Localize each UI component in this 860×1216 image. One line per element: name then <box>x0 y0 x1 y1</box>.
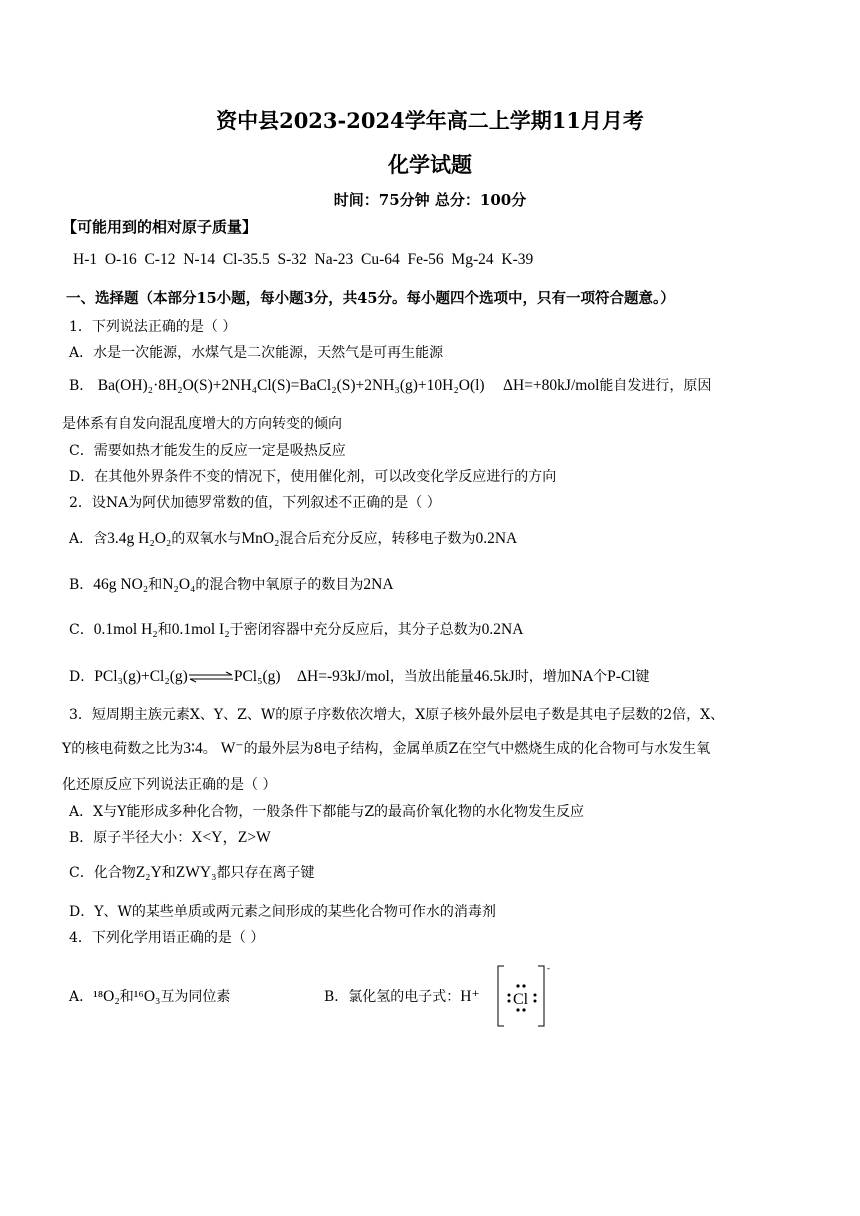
charge-symbol: - <box>547 963 550 973</box>
q2-option-d-text1: ，当放出能量 <box>389 669 474 685</box>
q1-option-a: A．水是一次能源，水煤气是二次能源，天然气是可再生能源 <box>69 345 444 361</box>
q4-option-a-formula2: ¹⁶O₃ <box>133 988 161 1005</box>
q3-option-a: A．X与Y能形成多种化合物，一般条件下都能与Z的最高价氧化物的水化物发生反应 <box>69 804 585 820</box>
q3-option-b-value: X<Y，Z>W <box>191 829 271 846</box>
question-3-line2 <box>62 740 710 758</box>
q2-option-a-text1: 的双氧水与 <box>171 531 242 547</box>
q2-option-a <box>69 530 517 548</box>
q2-option-b <box>69 576 394 594</box>
q2-option-d-product: PCl₅(g) <box>233 668 281 685</box>
q3-ratio: 3∶4 <box>183 740 203 757</box>
q4-option-a <box>69 988 230 1006</box>
q3-line2-period: 。 <box>202 741 217 757</box>
q3-w-ion: W⁻ <box>220 740 244 757</box>
atomic-mass-heading: 【可能用到的相对原子质量】 <box>62 218 258 236</box>
q2-option-b-formula1: 46g NO₂ <box>93 576 149 593</box>
q1-option-b-tail: 能自发进行，原因 <box>599 378 712 394</box>
q2-option-c-value: 0.2NA <box>481 621 524 638</box>
q3-option-b <box>69 829 271 847</box>
q3-line2-text1: Y的核电荷数之比为 <box>62 741 184 757</box>
question-1-stem: 1．下列说法正确的是（ ） <box>69 319 237 335</box>
q3-option-d: D．Y、W的某些单质或两元素之间形成的某些化合物可作水的消毒剂 <box>69 904 496 920</box>
q2-option-a-text2: 混合后充分反应，转移电子数为 <box>279 531 476 547</box>
q4-option-a-label: A． <box>69 989 94 1005</box>
q2-option-c-and: 和 <box>157 622 172 638</box>
q2-option-a-label: A．含 <box>69 531 108 547</box>
question-3-line3: 化还原反应下列说法正确的是（ ） <box>62 777 277 793</box>
q1-option-b-label: B． <box>69 378 94 394</box>
chlorine-symbol: Cl <box>513 991 529 1008</box>
q2-option-c-formula1: 0.1mol H₂ <box>93 621 158 638</box>
q1-option-b <box>69 377 711 395</box>
q4-option-a-formula1: ¹⁸O₂ <box>93 988 120 1005</box>
q2-option-d-enthalpy: ΔH=-93kJ/mol <box>297 668 390 685</box>
q3-option-b-label: B．原子半径大小： <box>69 830 192 846</box>
q2-option-d-text2: 时，增加NA个 <box>514 669 608 685</box>
q1-option-b-equation: Ba(OH)₂·8H₂O(S)+2NH₄Cl(S)=BaCl₂(S)+2NH₃(g)+10H₂O(l) <box>97 377 485 394</box>
q1-option-d: D．在其他外界条件不变的情况下，使用催化剂，可以改变化学反应进行的方向 <box>69 469 557 485</box>
q3-option-c <box>69 864 315 882</box>
q2-option-c-text: 于密闭容器中充分反应后，其分子总数为 <box>229 622 482 638</box>
q2-option-a-value: 0.2NA <box>475 530 518 547</box>
question-3-line1: 3．短周期主族元素X、Y、Z、W的原子序数依次增大，X原子核外最外层电子数是其电子层数的2倍，X、 <box>69 707 725 723</box>
q3-option-c-label: C．化合物 <box>69 865 136 881</box>
q4-option-a-text: 互为同位素 <box>160 989 231 1005</box>
exam-title: 资中县2023-2024学年高二上学期11月月考 <box>216 108 644 133</box>
q4-option-a-and: 和 <box>119 989 134 1005</box>
exam-time-score: 时间：75分钟 总分：100分 <box>333 191 527 209</box>
q4-option-b-hydrogen: H⁺ <box>460 988 480 1005</box>
q2-option-a-catalyst: MnO₂ <box>241 530 280 547</box>
question-4-stem: 4．下列化学用语正确的是（ ） <box>69 930 265 946</box>
q1-option-b-enthalpy: ΔH=+80kJ/mol <box>503 377 600 394</box>
q3-option-c-formula2: ZWY₃ <box>175 864 217 881</box>
q3-option-c-text: 都只存在离子键 <box>216 865 315 881</box>
q2-option-d-bond: P-Cl <box>607 668 636 685</box>
q2-option-b-label: B． <box>69 577 94 593</box>
exam-subject: 化学试题 <box>388 152 472 177</box>
q2-option-b-text: 的混合物中氧原子的数目为 <box>195 577 364 593</box>
q3-option-c-and: 和 <box>161 865 176 881</box>
q2-option-b-value: 2NA <box>363 576 394 593</box>
chloride-electron-dot-diagram <box>476 962 556 1032</box>
q2-option-d-label: D． <box>69 669 95 685</box>
question-2-stem: 2．设NA为阿伏加德罗常数的值，下列叙述不正确的是（ ） <box>69 495 441 511</box>
q2-option-d-text3: 键 <box>635 669 650 685</box>
q2-option-a-formula: 3.4g H₂O₂ <box>107 530 172 547</box>
q4-option-b-label: B．氯化氢的电子式： <box>324 989 461 1005</box>
section-heading: 一、选择题（本部分15小题，每小题3分，共45分。每小题四个选项中，只有一项符合题意。） <box>66 290 675 307</box>
q2-option-d-reactants: PCl₃(g)+Cl₂(g) <box>94 668 188 685</box>
q2-option-c-label: C． <box>69 622 94 638</box>
q3-line2-text2: 的最外层为8电子结构，金属单质Z在空气中燃烧生成的化合物可与水发生氧 <box>243 741 711 757</box>
q2-option-d-energy: 46.5kJ <box>473 668 515 685</box>
q2-option-b-formula2: N₂O₄ <box>162 576 196 593</box>
q1-option-c: C．需要如热才能发生的反应一定是吸热反应 <box>69 443 346 459</box>
q2-option-b-and: 和 <box>148 577 163 593</box>
atomic-mass-list: H-1 O-16 C-12 N-14 Cl-35.5 S-32 Na-23 Cu-64 Fe-56 Mg-24 K-39 <box>73 251 534 268</box>
q3-option-c-formula1: Z₂Y <box>135 864 162 881</box>
q2-option-c-formula2: 0.1mol I₂ <box>171 621 230 638</box>
q1-option-b-continued: 是体系有自发向混乱度增大的方向转变的倾向 <box>62 416 342 432</box>
equilibrium-arrow-icon <box>188 671 234 683</box>
q2-option-d <box>69 668 650 686</box>
q4-option-b <box>324 988 480 1006</box>
q2-option-c <box>69 621 523 639</box>
